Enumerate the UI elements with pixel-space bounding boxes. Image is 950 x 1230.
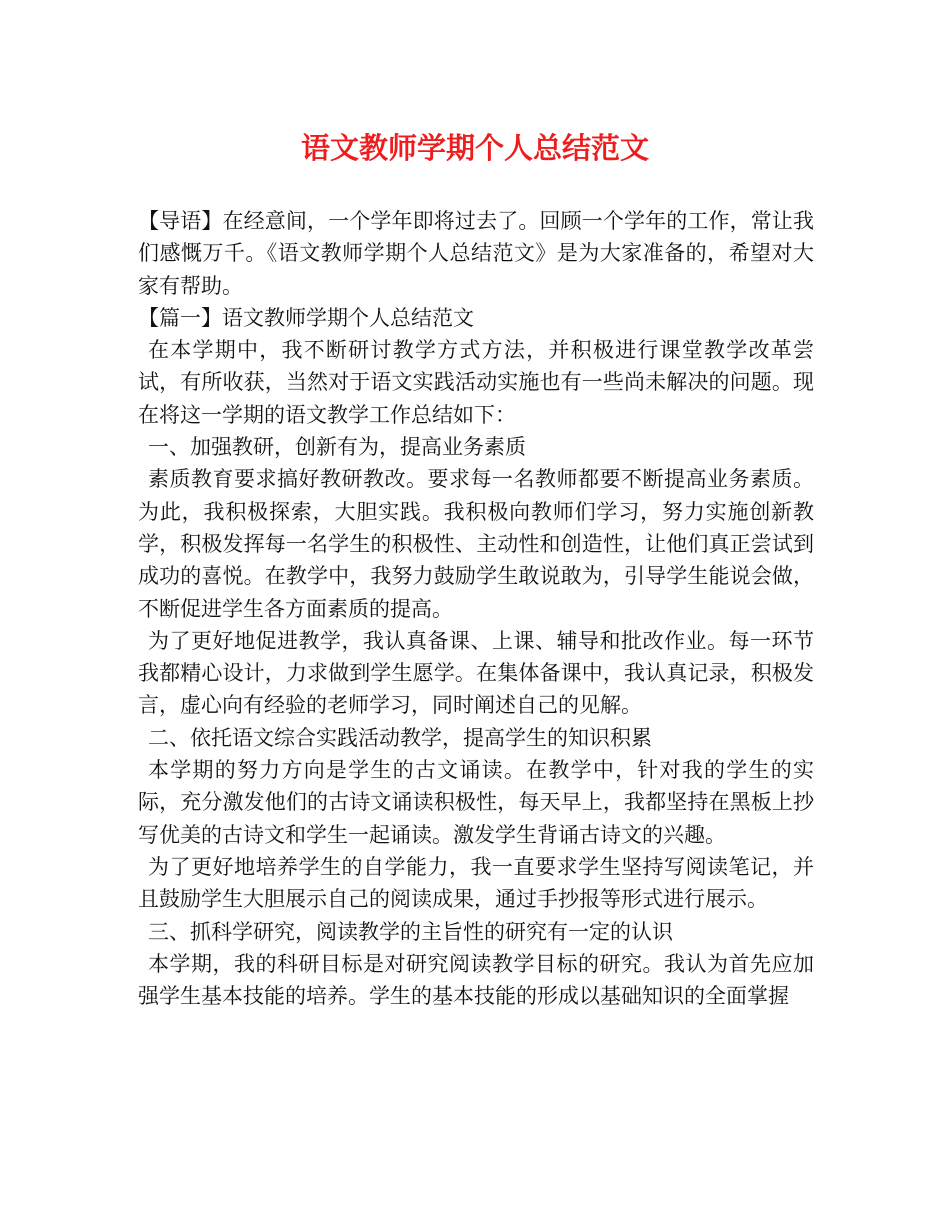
document-body — [138, 205, 814, 1012]
body-paragraph: 为了更好地培养学生的自学能力，我一直要求学生坚持写阅读笔记，并且鼓励学生大胆展示自己的阅读成果，通过手抄报等形式进行展示。 — [138, 854, 814, 912]
body-paragraph: 本学期，我的科研目标是对研究阅读教学目标的研究。我认为首先应加强学生基本技能的培养。学生的基本技能的形成以基础知识的全面掌握 — [138, 951, 814, 1009]
body-paragraph: 在本学期中，我不断研讨教学方式方法，并积极进行课堂教学改革尝试，有所收获，当然对于语文实践活动实施也有一些尚未解决的问题。现在将这一学期的语文教学工作总结如下： — [138, 338, 814, 427]
section-heading-three: 三、抓科学研究，阅读教学的主旨性的研究有一定的认识 — [148, 919, 673, 944]
section-heading-one: 一、加强教研，创新有为，提高业务素质 — [148, 435, 526, 460]
body-paragraph: 素质教育要求搞好教研教改。要求每一名教师都要不断提高业务素质。为此，我积极探索，大胆实践。我积极向教师们学习，努力实施创新教学，积极发挥每一名学生的积极性、主动性和创造性，让他们真正尝试到成功的喜悦。在教学中，我努力鼓励学生敢说敢为，引导学生能说会做，不断促进学生各方面素质的提高。 — [138, 467, 814, 621]
body-paragraph: 本学期的努力方向是学生的古文诵读。在教学中，针对我的学生的实际，充分激发他们的古诗文诵读积极性，每天早上，我都坚持在黑板上抄写优美的古诗文和学生一起诵读。激发学生背诵古诗文的兴趣。 — [138, 758, 814, 847]
intro-paragraph: 【导语】在经意间，一个学年即将过去了。回顾一个学年的工作，常让我们感慨万千。《语文教师学期个人总结范文》是为大家准备的，希望对大家有帮助。 — [138, 209, 814, 298]
section-heading-two: 二、依托语文综合实践活动教学，提高学生的知识积累 — [148, 725, 652, 750]
section-heading-part-one: 【篇一】语文教师学期个人总结范文 — [138, 305, 474, 330]
body-paragraph: 为了更好地促进教学，我认真备课、上课、辅导和批改作业。每一环节我都精心设计，力求做到学生愿学。在集体备课中，我认真记录，积极发言，虚心向有经验的老师学习，同时阐述自己的见解。 — [138, 628, 814, 718]
document-title: 语文教师学期个人总结范文 — [300, 131, 649, 165]
